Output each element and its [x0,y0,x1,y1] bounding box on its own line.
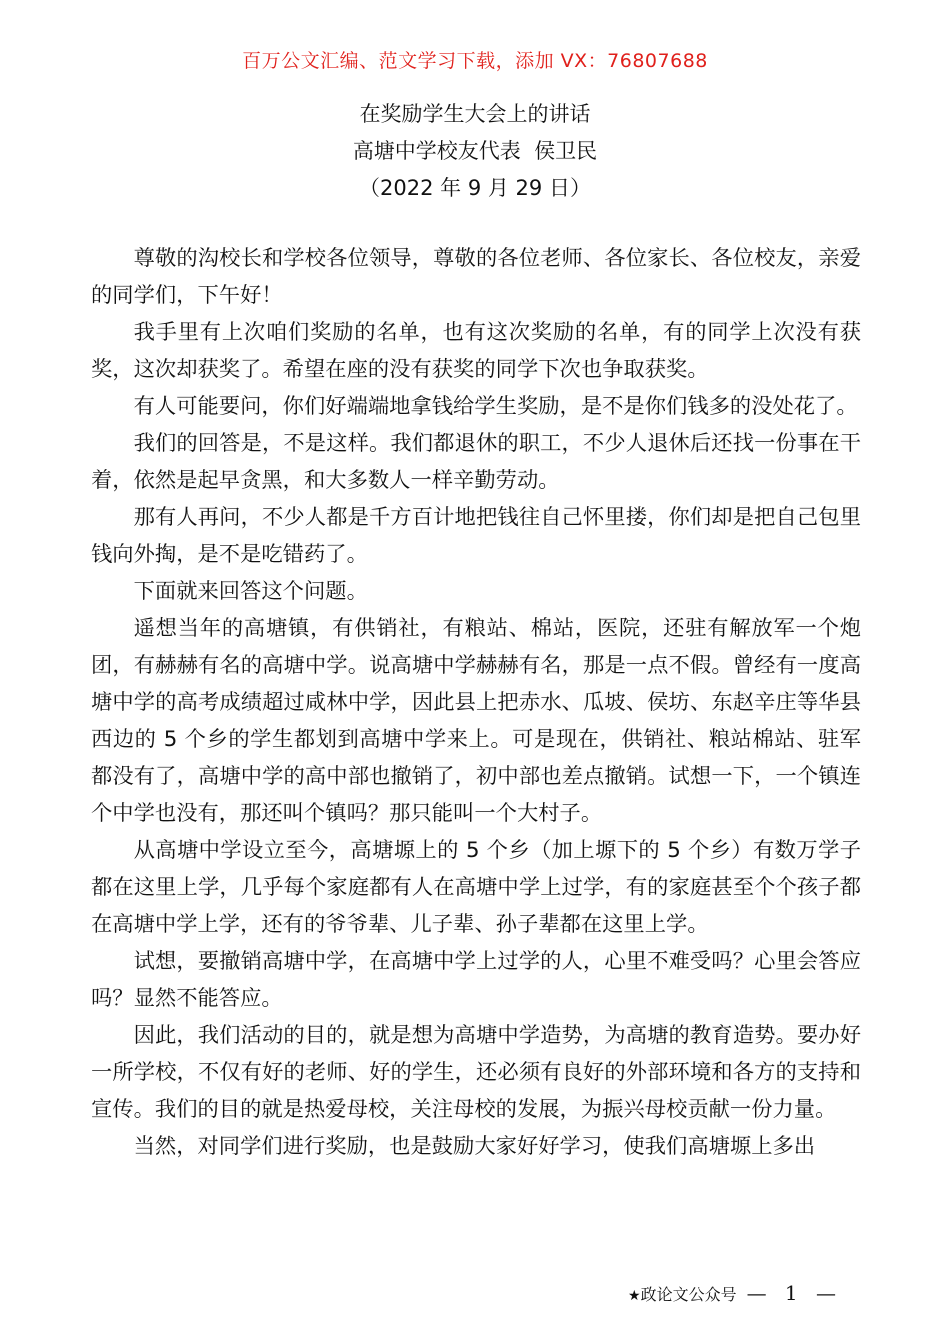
watermark-header: 百万公文汇编、范文学习下载，添加 VX：76807688 [242,50,708,72]
footer-source: 政论文公众号 [640,1285,737,1304]
paragraph: 当然，对同学们进行奖励，也是鼓励大家好好学习，使我们高塘塬上多出 [133,1134,816,1159]
paragraph: 那有人再问，不少人都是千方百计地把钱往自己怀里搂，你们却是把自己包里钱向外掏，是不是吃错药了。 [91,505,861,567]
paragraph: 遥想当年的高塘镇，有供销社，有粮站、棉站，医院，还驻有解放军一个炮团，有赫赫有名的高塘中学。说高塘中学赫赫有名，那是一点不假。曾经有一度高塘中学的高考成绩超过咸林中学，因此县上把赤水、瓜坡、侯坊、东赵辛庄等华县西边的 5 个乡的学生都划到高塘中学来上。可是现在，供销社、粮站棉站、驻军都没有了，高塘中学的高中部也撤销了，初中部也差点撤销。试想一下，一个镇连个中学也没有，那还叫个镇吗？那只能叫一个大村子。 [91,616,861,826]
page-number: — 1 — [746,1281,843,1305]
paragraph: 因此，我们活动的目的，就是想为高塘中学造势，为高塘的教育造势。要办好一所学校，不仅有好的老师、好的学生，还必须有良好的外部环境和各方的支持和宣传。我们的目的就是热爱母校，关注母校的发展，为振兴母校贡献一份力量。 [91,1023,861,1122]
document-title: 在奖励学生大会上的讲话 [359,102,591,126]
speech-date: （2022 年 9 月 29 日） [359,176,591,200]
speech-body [91,240,861,1165]
speaker-line: 高塘中学校友代表 侯卫民 [352,139,598,163]
document-heading [0,96,950,207]
paragraph: 试想，要撤销高塘中学，在高塘中学上过学的人，心里不难受吗？心里会答应吗？显然不能答应。 [91,949,861,1011]
paragraph: 从高塘中学设立至今，高塘塬上的 5 个乡（加上塬下的 5 个乡）有数万学子都在这里上学，几乎每个家庭都有人在高塘中学上过学，有的家庭甚至个个孩子都在高塘中学上学，还有的爷爷辈、儿子辈、孙子辈都在这里上学。 [91,838,861,937]
paragraph: 尊敬的沟校长和学校各位领导，尊敬的各位老师、各位家长、各位校友，亲爱的同学们，下午好！ [91,246,861,308]
page-footer [628,1281,842,1305]
paragraph: 有人可能要问，你们好端端地拿钱给学生奖励，是不是你们钱多的没处花了。 [133,394,858,419]
star-icon: ★ [628,1288,641,1304]
paragraph: 我手里有上次咱们奖励的名单，也有这次奖励的名单，有的同学上次没有获奖，这次却获奖了。希望在座的没有获奖的同学下次也争取获奖。 [91,320,861,382]
paragraph: 我们的回答是，不是这样。我们都退休的职工，不少人退休后还找一份事在干着，依然是起早贪黑，和大多数人一样辛勤劳动。 [91,431,861,493]
paragraph: 下面就来回答这个问题。 [133,579,368,604]
